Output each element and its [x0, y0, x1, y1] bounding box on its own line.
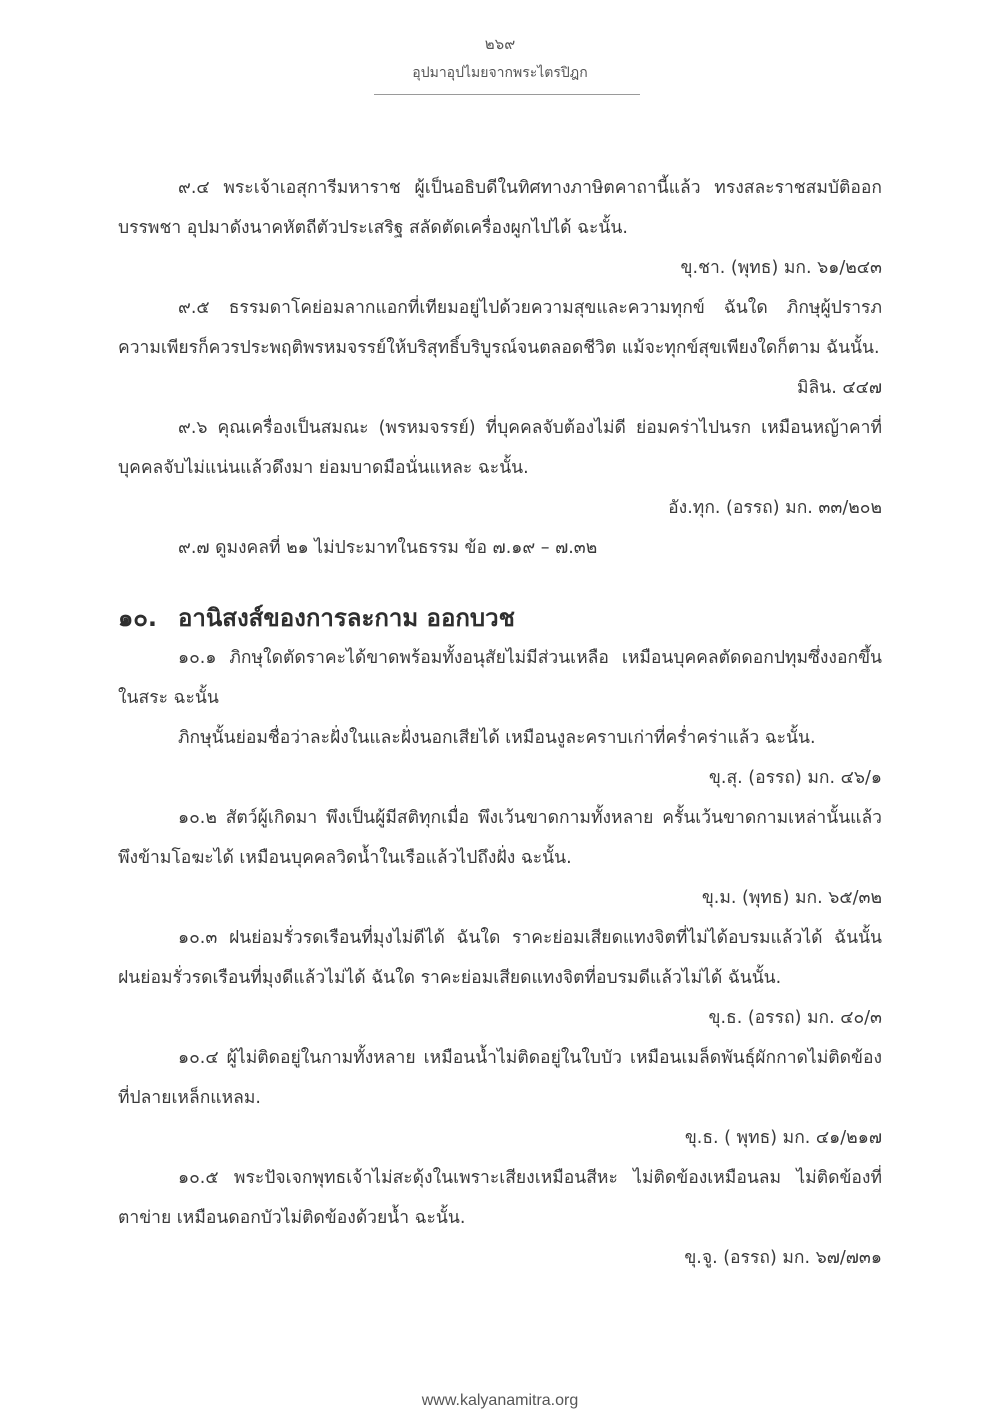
- footer-url: www.kalyanamitra.org: [421, 1392, 579, 1409]
- citation-10-1: ขุ.สุ. (อรรถ) มก. ๔๖/๑: [708, 768, 882, 788]
- paragraph-9-5: ๙.๕ ธรรมดาโคย่อมลากแอกที่เทียมอยู่ไปด้วยความสุขและความทุกข์ ฉันใด ภิกษุผู้ปรารภความเพียรก็ควรประพฤติพรหมจรรย์ให้บริสุทธิ์บริบูรณ์จนตลอดชีวิต แม้จะทุกข์สุขเพียงใดก็ตาม ฉันนั้น.: [118, 298, 882, 358]
- citation-9-6: อัง.ทุก. (อรรถ) มก. ๓๓/๒๐๒: [668, 498, 882, 518]
- page-body: [118, 168, 882, 1278]
- paragraph-9-6: ๙.๖ คุณเครื่องเป็นสมณะ (พรหมจรรย์) ที่บุคคลจับต้องไม่ดี ย่อมคร่าไปนรก เหมือนหญ้าคาที่บุคคลจับไม่แน่นแล้วดึงมา ย่อมบาดมือนั่นแหละ ฉะนั้น.: [118, 418, 882, 478]
- paragraph-10-1-cont: ภิกษุนั้นย่อมชื่อว่าละฝั่งในและฝั่งนอกเสียได้ เหมือนงูละคราบเก่าที่คร่ำคร่าแล้ว ฉะนั้น.: [178, 728, 816, 748]
- citation-9-5: มิลิน. ๔๔๗: [797, 378, 882, 398]
- paragraph-10-1: ๑๐.๑ ภิกษุใดตัดราคะได้ขาดพร้อมทั้งอนุสัยไม่มีส่วนเหลือ เหมือนบุคคลตัดดอกปทุมซึ่งงอกขึ้นในสระ ฉะนั้น: [118, 648, 882, 708]
- citation-9-4: ขุ.ชา. (พุทธ) มก. ๖๑/๒๔๓: [680, 258, 882, 278]
- citation-10-2: ขุ.ม. (พุทธ) มก. ๖๕/๓๒: [701, 888, 882, 908]
- paragraph-10-3: ๑๐.๓ ฝนย่อมรั่วรดเรือนที่มุงไม่ดีได้ ฉันใด ราคะย่อมเสียดแทงจิตที่ไม่ได้อบรมแล้วได้ ฉันนั้น ฝนย่อมรั่วรดเรือนที่มุงดีแล้วไม่ได้ ฉันใด ราคะย่อมเสียดแทงจิตที่อบรมดีแล้วไม่ได้ ฉันนั้น.: [118, 928, 882, 988]
- section-heading: [118, 598, 882, 638]
- citation-10-5: ขุ.จู. (อรรถ) มก. ๖๗/๗๓๑: [684, 1248, 882, 1268]
- paragraph-9-7: ๙.๗ ดูมงคลที่ ๒๑ ไม่ประมาทในธรรม ข้อ ๗.๑๙ – ๗.๓๒: [178, 538, 598, 558]
- section-title: อานิสงส์ของการละกาม ออกบวช: [178, 604, 515, 632]
- citation-10-4: ขุ.ธ. ( พุทธ) มก. ๔๑/๒๑๗: [684, 1128, 882, 1148]
- paragraph-9-4: ๙.๔ พระเจ้าเอสุการีมหาราช ผู้เป็นอธิบดีในทิศทางภาษิตคาถานี้แล้ว ทรงสละราชสมบัติออกบรรพชา อุปมาดังนาคหัตถีตัวประเสริฐ สลัดตัดเครื่องผูกไปได้ ฉะนั้น.: [118, 178, 882, 238]
- paragraph-10-4: ๑๐.๔ ผู้ไม่ติดอยู่ในกามทั้งหลาย เหมือนน้ำไม่ติดอยู่ในใบบัว เหมือนเมล็ดพันธุ์ผักกาดไม่ติดข้องที่ปลายเหล็กแหลม.: [118, 1048, 882, 1108]
- section-number: ๑๐.: [118, 604, 157, 632]
- header-rule: [374, 94, 640, 95]
- paragraph-10-2: ๑๐.๒ สัตว์ผู้เกิดมา พึงเป็นผู้มีสติทุกเมื่อ พึงเว้นขาดกามทั้งหลาย ครั้นเว้นขาดกามเหล่านั้นแล้ว พึงข้ามโอฆะได้ เหมือนบุคคลวิดน้ำในเรือแล้วไปถึงฝั่ง ฉะนั้น.: [118, 808, 882, 868]
- citation-10-3: ขุ.ธ. (อรรถ) มก. ๔๐/๓: [708, 1008, 882, 1028]
- paragraph-10-5: ๑๐.๕ พระปัจเจกพุทธเจ้าไม่สะดุ้งในเพราะเสียงเหมือนสีหะ ไม่ติดข้องเหมือนลม ไม่ติดข้องที่ตาข่าย เหมือนดอกบัวไม่ติดข้องด้วยน้ำ ฉะนั้น.: [118, 1168, 882, 1228]
- page-number: ๒๖๙: [484, 35, 516, 53]
- running-title: อุปมาอุปไมยจากพระไตรปิฎก: [412, 65, 588, 81]
